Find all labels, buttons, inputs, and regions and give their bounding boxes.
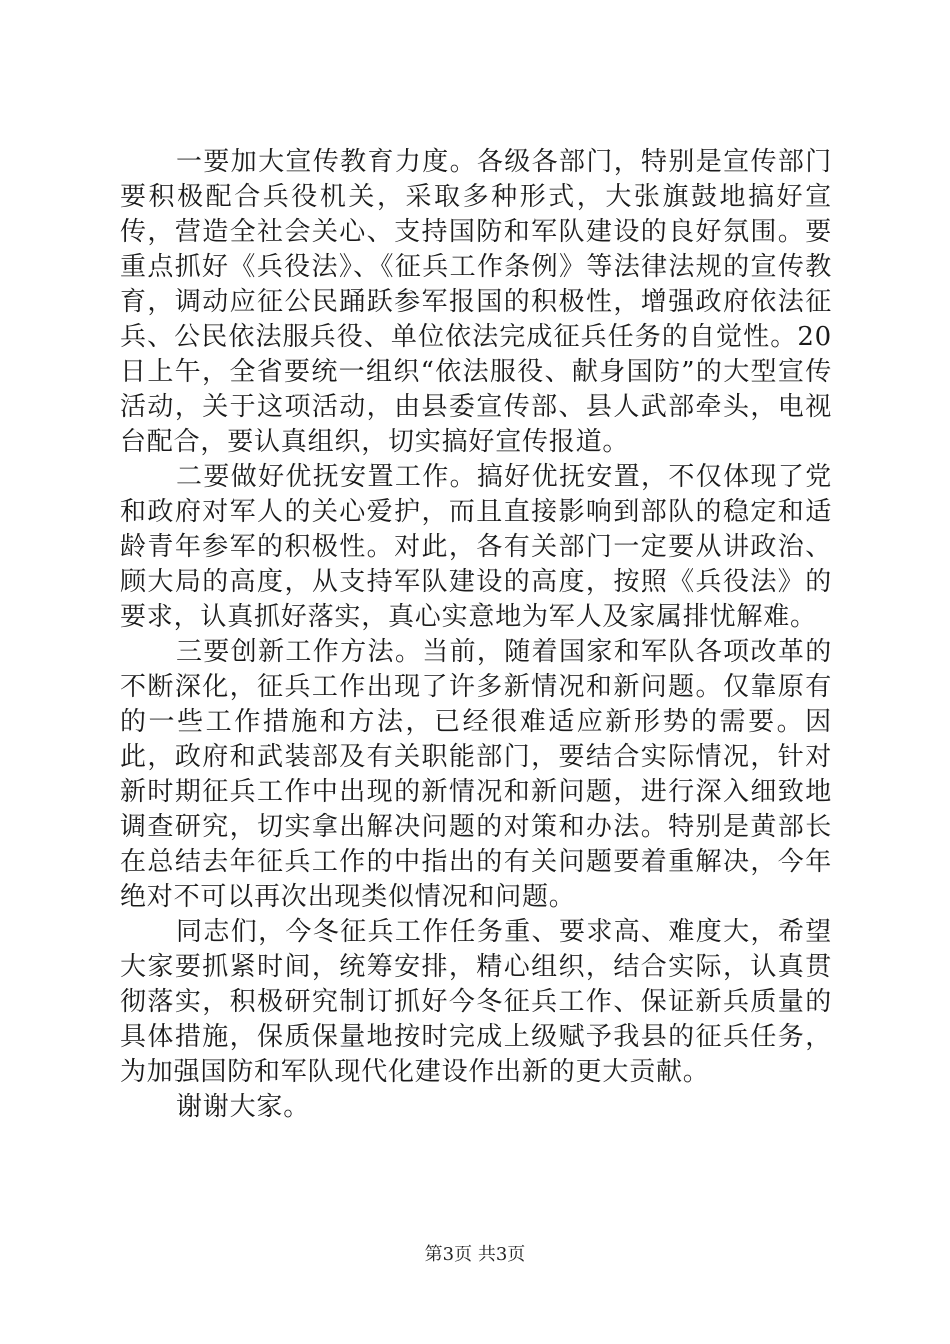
page-footer: 第3页 共3页	[424, 1244, 526, 1265]
paragraph-1: 一要加大宣传教育力度。各级各部门，特别是宣传部门要积极配合兵役机关，采取多种形式，大张旗鼓地搞好宣传，营造全社会关心、支持国防和军队建设的良好氛围。要重点抓好《兵役法》、《征兵工作条例》等法律法规的宣传教育，调动应征公民踊跃参军报国的积极性，增强政府依法征兵、公民依法服兵役、单位依法完成征兵任务的自觉性。20日上午，全省要统一组织“依法服役、献身国防”的大型宣传活动，关于这项活动，由县委宣传部、县人武部牵头，电视台配合，要认真组织，切实搞好宣传报道。	[120, 147, 832, 457]
paragraph-5: 谢谢大家。	[176, 1092, 311, 1122]
paragraph-4: 同志们，今冬征兵工作任务重、要求高、难度大，希望大家要抓紧时间，统筹安排，精心组织，结合实际，认真贯彻落实，积极研究制订抓好今冬征兵工作、保证新兵质量的具体措施，保质保量地按时完成上级赋予我县的征兵任务，为加强国防和军队现代化建设作出新的更大贡献。	[120, 917, 832, 1087]
paragraph-3: 三要创新工作方法。当前，随着国家和军队各项改革的不断深化，征兵工作出现了许多新情况和新问题。仅靠原有的一些工作措施和方法，已经很难适应新形势的需要。因此，政府和武装部及有关职能部门，要结合实际情况，针对新时期征兵工作中出现的新情况和新问题，进行深入细致地调查研究，切实拿出解决问题的对策和办法。特别是黄部长在总结去年征兵工作的中指出的有关问题要着重解决，今年绝对不可以再次出现类似情况和问题。	[120, 637, 832, 912]
paragraph-2: 二要做好优抚安置工作。搞好优抚安置，不仅体现了党和政府对军人的关心爱护，而且直接影响到部队的稳定和适龄青年参军的积极性。对此，各有关部门一定要从讲政治、顾大局的高度，从支持军队建设的高度，按照《兵役法》的要求，认真抓好落实，真心实意地为军人及家属排忧解难。	[120, 462, 832, 632]
document-body	[120, 145, 832, 1125]
